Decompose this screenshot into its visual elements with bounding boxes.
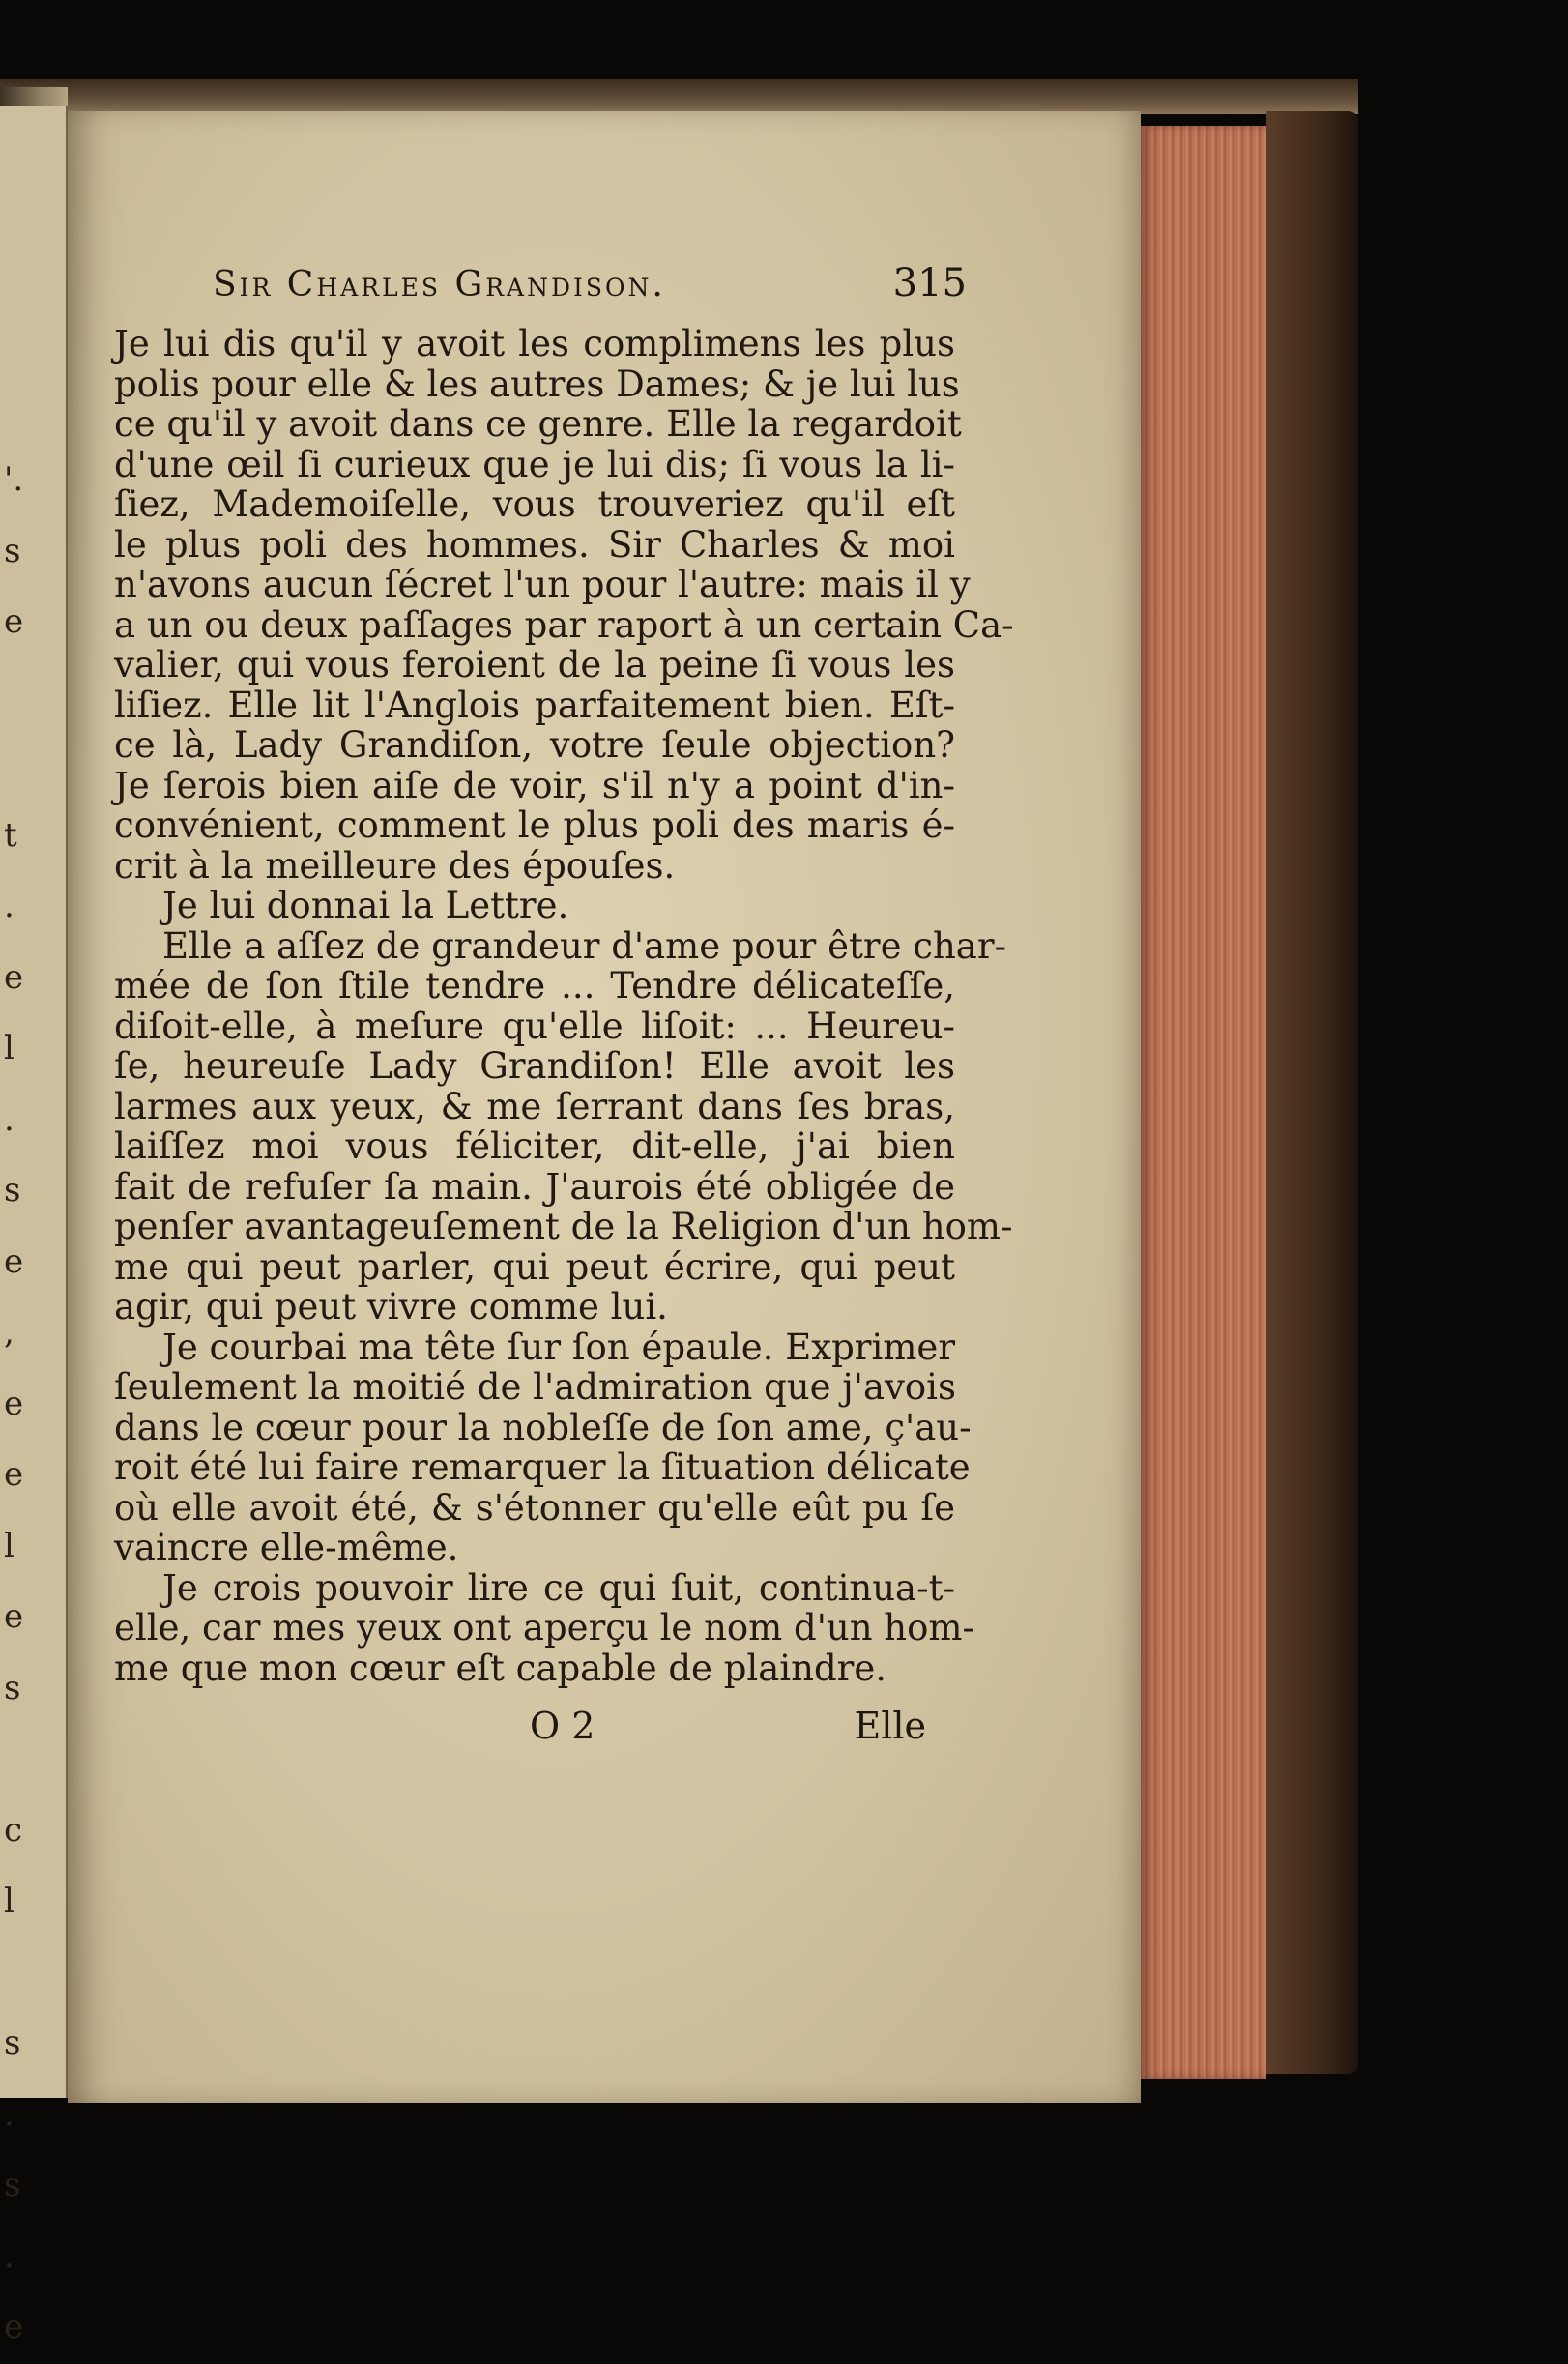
left-page-glyph: e: [4, 1241, 24, 1281]
body-text: [114, 323, 1014, 1689]
left-page-glyph: ,: [4, 1313, 15, 1352]
page-footer: [114, 1705, 926, 1753]
text-line: ſeulement la moitié de l'admiration que j'avois: [114, 1366, 956, 1408]
page-number: 315: [892, 261, 967, 306]
text-line: ſiez, Mademoiſelle, vous trouveriez qu'il eſt: [114, 483, 955, 525]
catchword: Elle: [854, 1705, 926, 1747]
text-line: larmes aux yeux, & me ſerrant dans ſes bras,: [114, 1085, 955, 1127]
text-line: elle, car mes yeux ont aperçu le nom d'un hom-: [114, 1607, 974, 1649]
text-line: le plus poli des hommes. Sir Charles & moi: [114, 523, 955, 566]
left-page-glyph: .: [4, 2236, 15, 2276]
left-page-glyph: s: [4, 531, 21, 570]
text-line: vaincre elle-même.: [114, 1527, 459, 1568]
left-page-glyph: t: [4, 815, 17, 855]
left-page-glyph: e: [4, 1455, 24, 1494]
text-line: laiſſez moi vous féliciter, dit-elle, j'ai bien: [114, 1125, 955, 1167]
left-page-glyph: [4, 1938, 23, 2009]
left-page-glyph: e: [4, 2308, 24, 2347]
text-line: a un ou deux paſſages par raport à un certain Ca-: [114, 603, 1014, 646]
text-line: penſer avantageuſement de la Religion d'un hom-: [114, 1206, 1013, 1247]
text-line: liſiez. Elle lit l'Anglois parfaitement bien. Eſt-: [114, 684, 955, 726]
running-head-title: Sir Charles Grandison.: [213, 265, 666, 305]
text-line: agir, qui peut vivre comme lui.: [114, 1286, 668, 1328]
left-page-glyph-column: [4, 445, 23, 2364]
left-page-glyph: [4, 1724, 23, 1795]
left-page-glyph: l: [4, 1029, 15, 1067]
text-line: Je crois pouvoir lire ce qui ſuit, continua-t-: [162, 1566, 955, 1609]
left-page-glyph: .: [4, 1099, 15, 1139]
text-line: crit à la meilleure des épouſes.: [114, 844, 676, 887]
text-line: où elle avoit été, & s'étonner qu'elle eût pu ſe: [114, 1486, 955, 1529]
text-line: Elle a aſſez de grandeur d'ame pour être char-: [162, 924, 1007, 967]
page-fore-edge: [1141, 126, 1266, 2079]
signature-mark: O 2: [530, 1705, 595, 1747]
text-line: d'une œil ſi curieux que je lui dis; ſi vous la li-: [114, 443, 955, 485]
left-page-glyph: e: [4, 1384, 24, 1423]
text-line: Je courbai ma tête ſur ſon épaule. Exprimer: [162, 1326, 955, 1368]
text-line: n'avons aucun ſécret l'un pour l'autre: mais il y: [114, 564, 971, 605]
left-page-glyph: s: [4, 1668, 21, 1707]
left-page-glyph: '.: [4, 460, 24, 499]
text-line: me qui peut parler, qui peut écrire, qui peut: [114, 1245, 955, 1288]
book-cover-top: [0, 79, 1358, 114]
text-line: dans le cœur pour la nobleſſe de ſon ame, ç'au-: [114, 1406, 972, 1448]
text-line: Je lui donnai la Lettre.: [162, 885, 569, 926]
left-page-glyph: [4, 658, 23, 730]
text-line: valier, qui vous feroient de la peine ſi vous les: [114, 644, 955, 686]
text-line: ce là, Lady Grandiſon, votre ſeule objection?: [114, 724, 955, 766]
left-page-glyph: [4, 729, 23, 801]
left-page-glyph: e: [4, 957, 24, 997]
left-page-glyph: s: [4, 2024, 21, 2062]
text-line: fait de refuſer ſa main. J'aurois été obligée de: [114, 1165, 955, 1208]
text-line: convénient, comment le plus poli des maris é-: [114, 804, 955, 846]
text-line: Je lui dis qu'il y avoit les complimens les plus: [114, 323, 955, 365]
left-page-glyph: l: [4, 1526, 15, 1565]
running-head: [213, 261, 967, 319]
text-line: diſoit-elle, à meſure qu'elle liſoit: ... Heureu-: [114, 1005, 955, 1047]
left-page-glyph: s: [4, 1171, 21, 1210]
left-page-glyph: l: [4, 1882, 15, 1920]
text-line: mée de ſon ſtile tendre ... Tendre délicateſſe,: [114, 965, 955, 1007]
text-line: Je ſerois bien aiſe de voir, s'il n'y a point d'in-: [114, 764, 955, 806]
text-line: polis pour elle & les autres Dames; & je lui lus: [114, 363, 960, 405]
text-line: me que mon cœur eſt capable de plaindre.: [114, 1647, 886, 1689]
book-cover-edge: [1266, 111, 1358, 2074]
text-line: ſe, heureuſe Lady Grandiſon! Elle avoit les: [114, 1045, 955, 1087]
left-page-glyph: s: [4, 2166, 21, 2204]
left-page-glyph: e: [4, 1597, 24, 1636]
left-page-glyph: e: [4, 602, 24, 641]
text-line: roit été lui faire remarquer la ſituation délicate: [114, 1446, 971, 1488]
left-page-glyph: .: [4, 887, 15, 925]
left-page-glyph: c: [4, 1810, 23, 1850]
left-page-glyph: .: [4, 2094, 15, 2134]
text-line: ce qu'il y avoit dans ce genre. Elle la regardoit: [114, 403, 962, 445]
left-page-edge: [0, 106, 68, 2347]
